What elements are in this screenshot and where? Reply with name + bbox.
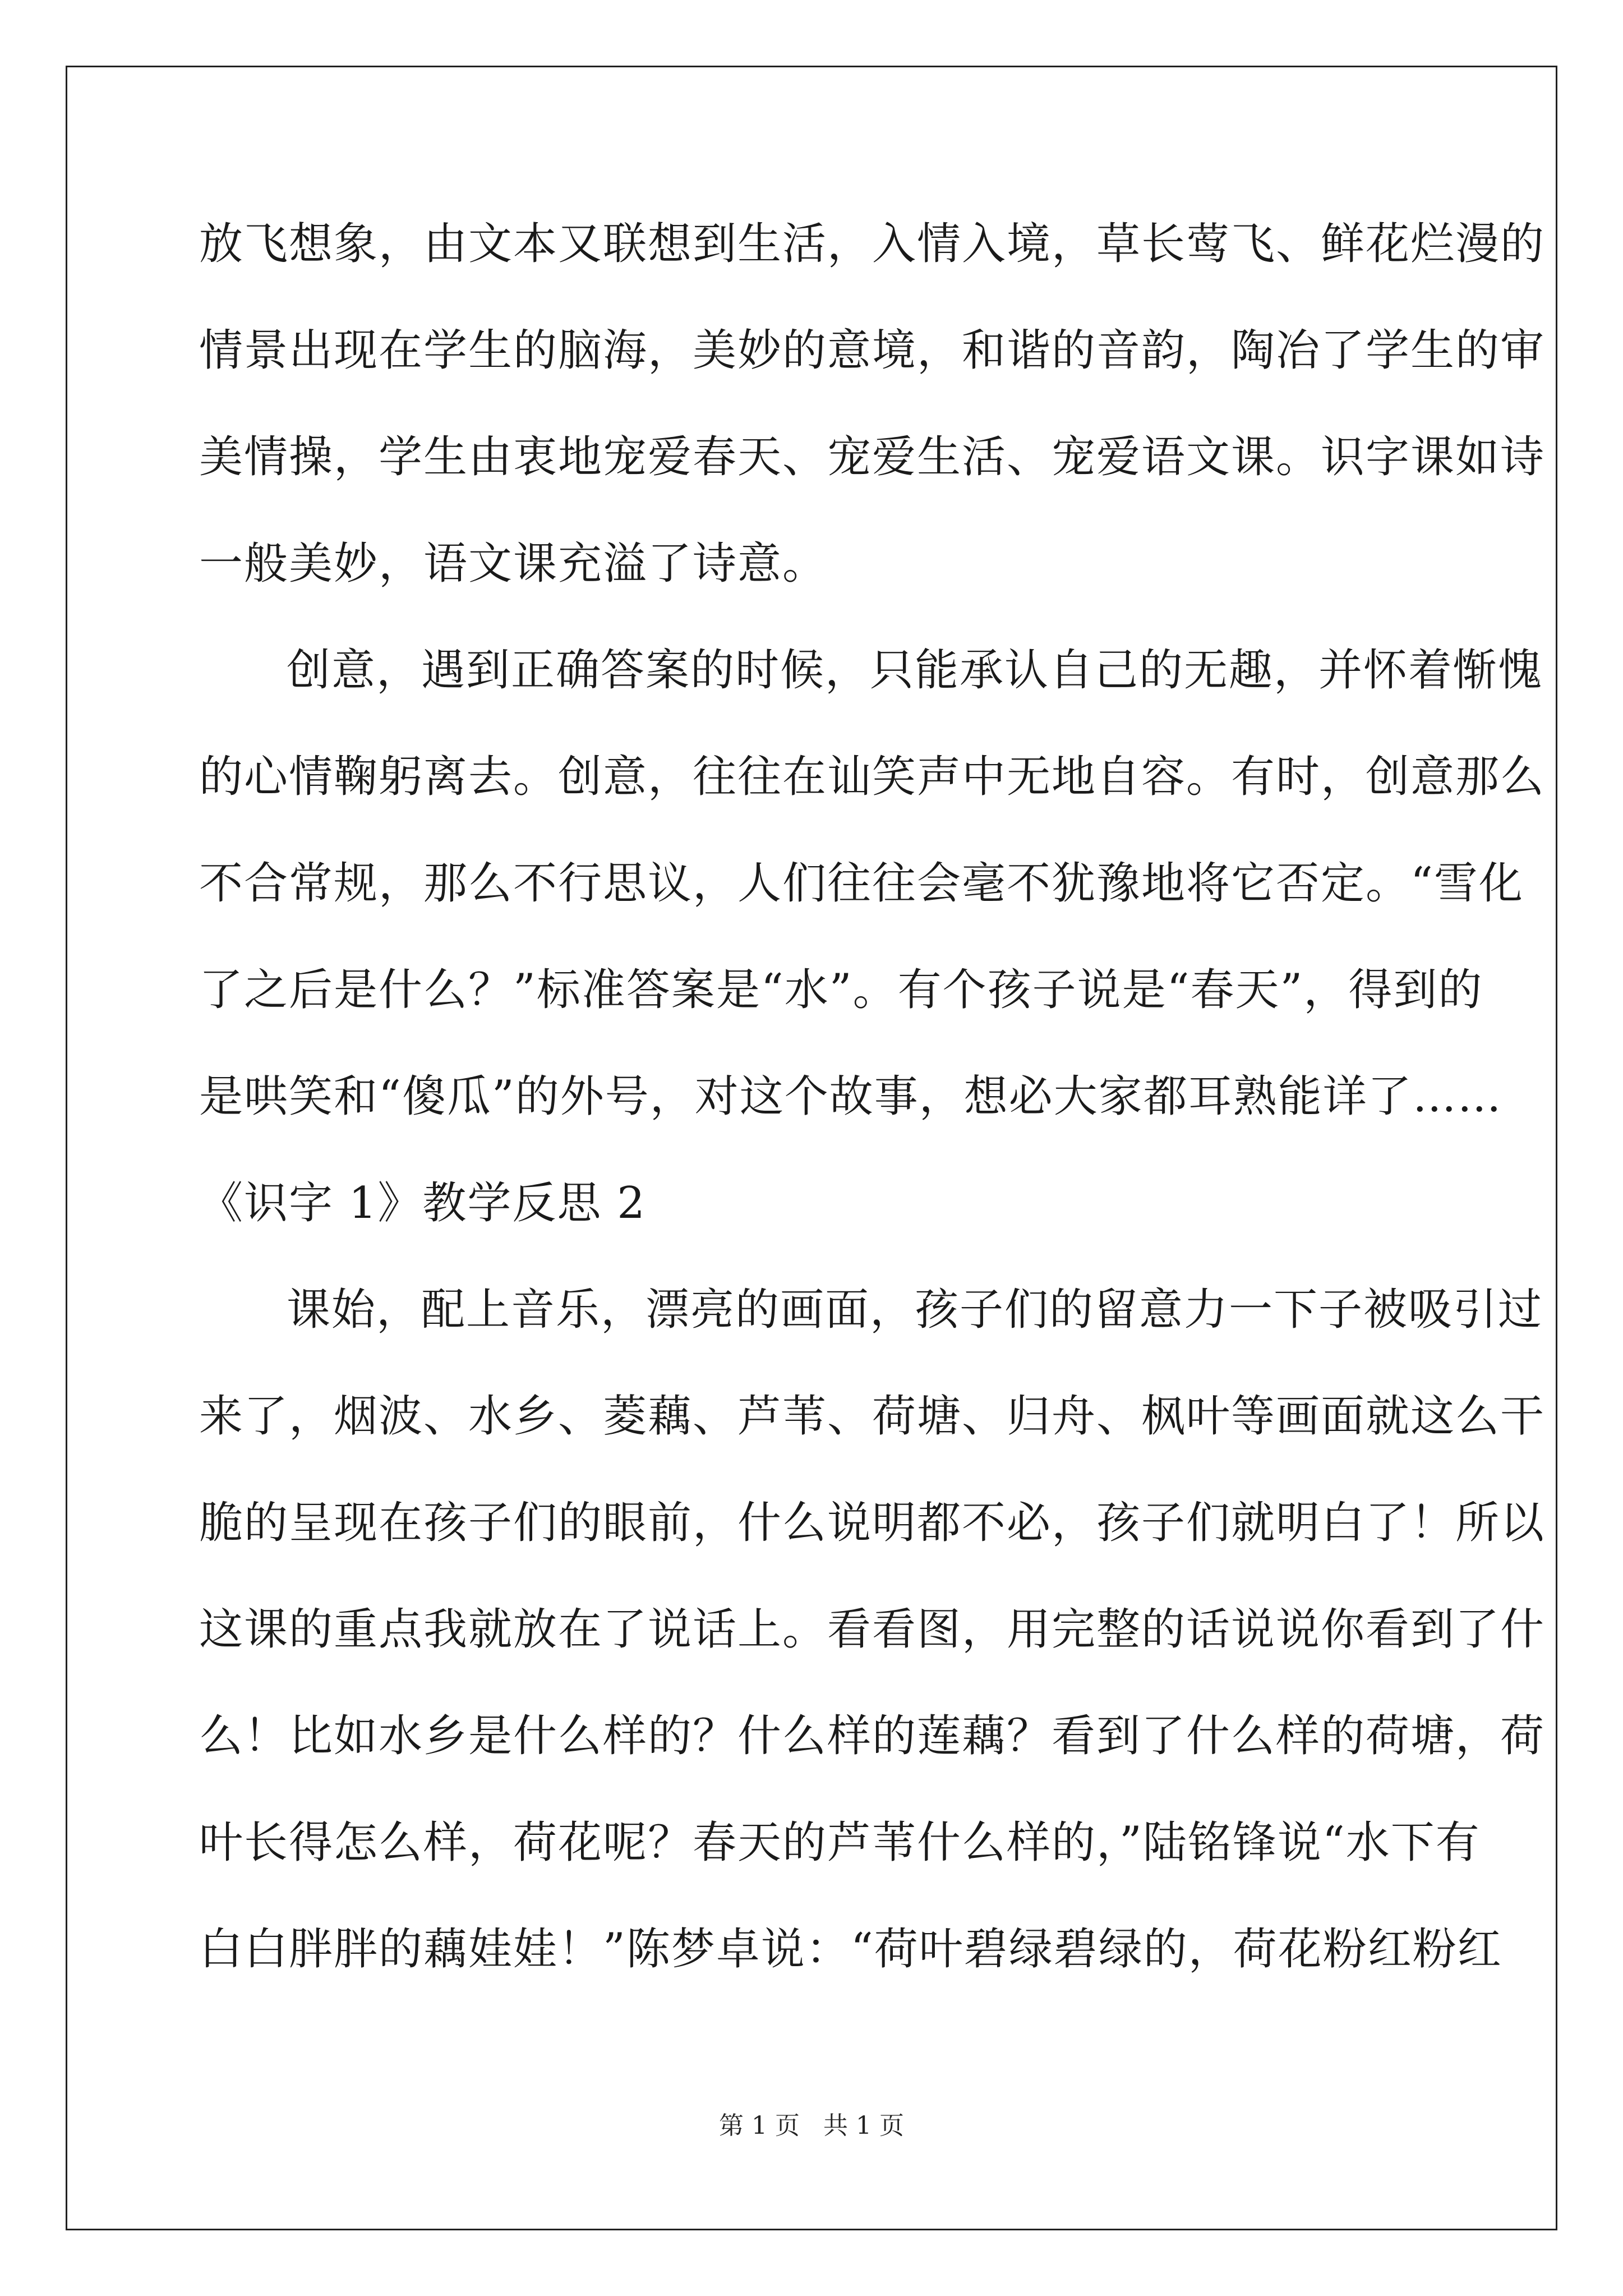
text-line: 这课的重点我就放在了说话上。看看图，用完整的话说说你看到了什 bbox=[199, 1604, 1546, 1655]
text-line: 是哄笑和“傻瓜”的外号，对这个故事，想必大家都耳熟能详了…… bbox=[199, 1071, 1502, 1122]
text-line: 叶长得怎么样，荷花呢？春天的芦苇什么样的，”陆铭锋说“水下有 bbox=[199, 1818, 1481, 1868]
text-line: 创意，遇到正确答案的时候，只能承认自己的无趣，并怀着惭愧 bbox=[287, 645, 1543, 696]
text-line: 课始，配上音乐，漂亮的画面，孩子们的留意力一下子被吸引过 bbox=[287, 1285, 1543, 1335]
text-line: 一般美妙，语文课充溢了诗意。 bbox=[199, 539, 828, 589]
text-line: 放飞想象，由文本又联想到生活，入情入境，草长莺飞、鲜花烂漫的 bbox=[199, 219, 1546, 269]
text-line: 的心情鞠躬离去。创意，往往在讪笑声中无地自容。有时，创意那么 bbox=[199, 752, 1546, 802]
page-footer: 第 1 页 共 1 页 bbox=[719, 2111, 904, 2140]
text-line: 么！比如水乡是什么样的？什么样的莲藕？看到了什么样的荷塘，荷 bbox=[199, 1711, 1546, 1761]
text-line: 不合常规，那么不行思议，人们往往会毫不犹豫地将它否定。“雪化 bbox=[199, 858, 1524, 909]
text-line: 美情操，学生由衷地宠爱春天、宠爱生活、宠爱语文课。识字课如诗 bbox=[199, 432, 1546, 482]
text-line: 来了，烟波、水乡、菱藕、芦苇、荷塘、归舟、枫叶等画面就这么干 bbox=[199, 1391, 1546, 1442]
page-border bbox=[66, 66, 1557, 2230]
text-line: 情景出现在学生的脑海，美妙的意境，和谐的音韵，陶冶了学生的审 bbox=[199, 325, 1546, 376]
section-heading: 《识字 1》教学反思 2 bbox=[199, 1178, 646, 1228]
text-line: 白白胖胖的藕娃娃！”陈梦卓说：“荷叶碧绿碧绿的，荷花粉红粉红 bbox=[199, 1924, 1502, 1975]
text-line: 了之后是什么？”标准答案是“水”。有个孩子说是“春天”，得到的 bbox=[199, 965, 1483, 1015]
text-line: 脆的呈现在孩子们的眼前，什么说明都不必，孩子们就明白了！所以 bbox=[199, 1498, 1546, 1548]
